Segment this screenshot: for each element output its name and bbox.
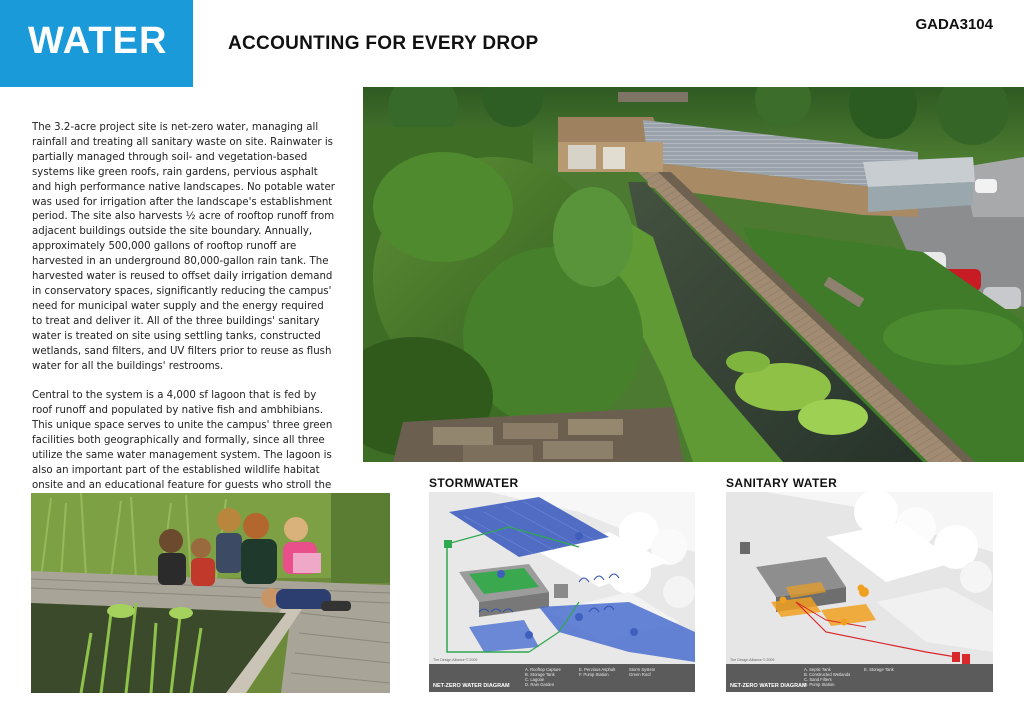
page-headline: ACCOUNTING FOR EVERY DROP <box>228 33 539 54</box>
legend-item: C. Lagoon <box>525 677 545 682</box>
sanitary-legend-col2 <box>864 667 894 672</box>
legend-item: B. Constructed Wetlands <box>804 672 851 677</box>
legend-item: C. Sand Filters <box>804 677 832 682</box>
sanitary-credit: The Design Alliance © 2009 <box>730 658 775 662</box>
legend-item: Green Roof <box>629 672 651 677</box>
sanitary-legend-col1 <box>804 667 850 687</box>
stormwater-footer-label: NET-ZERO WATER DIAGRAM <box>433 683 510 689</box>
stormwater-footer <box>429 664 695 692</box>
stormwater-title: STORMWATER <box>429 476 519 490</box>
legend-item: E. Pervious Asphalt <box>579 667 616 672</box>
sanitary-water-title: SANITARY WATER <box>726 476 838 490</box>
stormwater-legend-col2 <box>579 667 615 677</box>
legend-item: A. Rooftop Capture <box>525 667 561 672</box>
legend-item: B. Storage Tank <box>525 672 555 677</box>
body-text <box>32 121 336 523</box>
stormwater-diagram <box>429 492 695 692</box>
legend-item: A. Septic Tank <box>804 667 831 672</box>
paragraph-1: The 3.2-acre project site is net-zero water, managing all rainfall and treating all sanitary waste on site. Rainwater is partially managed through soil- and vegetation-based systems like green roofs, rain gardens, pervious asphalt and high performance native landscapes. No potable water was used for irrigation after the landscape's establishment period. The site also harvests ½ acre of rooftop runoff from adjacent buildings outside the site boundary. Annually, approximately 500,000 gallons of rooftop runoff are harvested in an underground 80,000-gallon rain tank. The harvested water is reused to offset daily irrigation demand in conservatory spaces, significantly reducing the campus' need for municipal water supply and the energy required to treat and deliver it. All of the three buildings' sanitary water is treated on site using settling tanks, constructed wetlands, sand filters, and UV filters prior to reuse as flush water for all the buildings' restrooms. <box>32 122 335 372</box>
paragraph-2: Central to the system is a 4,000 sf lagoon that is fed by roof runoff and populated by native fish and ambhibians. This unique space serves to unite the campus' three green facilities both geographically and formally, since all three utilize the same water management system. The lagoon is also an important part of the established wildlife habitat onsite and an educational feature for guests who stroll the <box>32 390 333 491</box>
stormwater-legend-col1 <box>525 667 561 687</box>
section-label-block <box>0 0 193 87</box>
photo-children-boardwalk <box>31 493 390 693</box>
legend-item: D. Rain Garden <box>525 682 555 687</box>
legend-item: Storm System <box>629 667 656 672</box>
aerial-photo-lagoon-boardwalk <box>363 87 1024 462</box>
page-code: GADA3104 <box>915 16 993 33</box>
sanitary-footer <box>726 664 993 692</box>
legend-item: F. Pump Station <box>579 672 609 677</box>
legend-item: E. Storage Tank <box>864 667 894 672</box>
sanitary-footer-label: NET-ZERO WATER DIAGRAM <box>730 683 807 689</box>
legend-item: D. Pump Station <box>804 682 835 687</box>
sanitary-water-diagram <box>726 492 993 692</box>
stormwater-credit: The Design Alliance © 2009 <box>433 658 478 662</box>
section-label: WATER <box>28 20 168 62</box>
stormwater-legend-col3 <box>629 667 655 677</box>
